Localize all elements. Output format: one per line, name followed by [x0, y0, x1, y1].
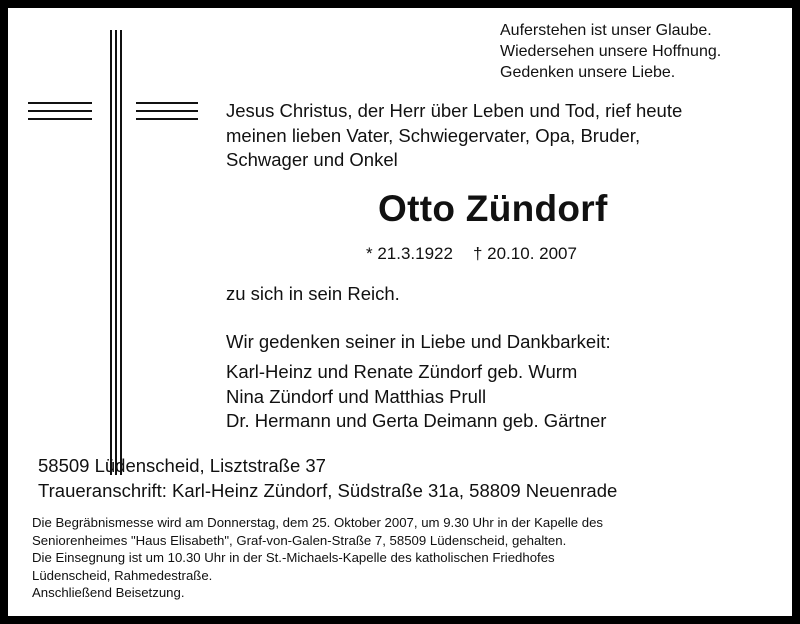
notice-line: Lüdenscheid, Rahmedestraße.: [32, 567, 213, 583]
gedenken-heading: Wir gedenken seiner in Liebe und Dankbarkeit:: [226, 331, 611, 352]
reich-text: zu sich in sein Reich.: [226, 283, 400, 304]
mourner-entry: Dr. Hermann und Gerta Deimann geb. Gärtner: [226, 410, 607, 431]
motto-line: Gedenken unsere Liebe.: [500, 64, 676, 81]
notice-line: Die Begräbnismesse wird am Donnerstag, dem 25. Oktober 2007, um 9.30 Uhr in der Kapelle des: [32, 515, 604, 530]
life-dates: [366, 244, 577, 264]
notice-line: Die Einsegnung ist um 10.30 Uhr in der St.-Michaels-Kapelle des katholischen Friedhofes: [32, 550, 555, 565]
intro-line: Jesus Christus, der Herr über Leben und Tod, rief heute: [226, 100, 683, 121]
mourners-list: [226, 360, 606, 434]
motto-block: [500, 20, 721, 83]
address-block: [38, 454, 617, 503]
intro-line: Schwager und Onkel: [226, 149, 398, 170]
notice-line: Seniorenheimes "Haus Elisabeth", Graf-von-Galen-Straße 7, 58509 Lüdenscheid, gehalten.: [32, 532, 567, 548]
mourner-entry: Karl-Heinz und Renate Zündorf geb. Wurm: [226, 361, 578, 382]
mourning-address: Traueranschrift: Karl-Heinz Zündorf, Südstraße 31a, 58809 Neuenrade: [38, 479, 618, 501]
funeral-notice: [32, 514, 603, 602]
motto-line: Auferstehen ist unser Glaube.: [500, 22, 712, 39]
intro-text: [226, 99, 682, 173]
notice-line: Anschließend Beisetzung.: [32, 585, 185, 600]
mourner-entry: Nina Zündorf und Matthias Prull: [226, 385, 487, 407]
motto-line: Wiedersehen unsere Hoffnung.: [500, 43, 722, 60]
birth-date: * 21.3.1922: [366, 244, 453, 263]
death-date: † 20.10. 2007: [472, 244, 577, 263]
deceased-name: Otto Zündorf: [378, 188, 608, 229]
obituary-card: [8, 8, 792, 616]
cross-icon: [28, 30, 198, 590]
intro-line: meinen lieben Vater, Schwiegervater, Opa, Bruder,: [226, 124, 641, 146]
home-address: 58509 Lüdenscheid, Lisztstraße 37: [38, 455, 326, 476]
